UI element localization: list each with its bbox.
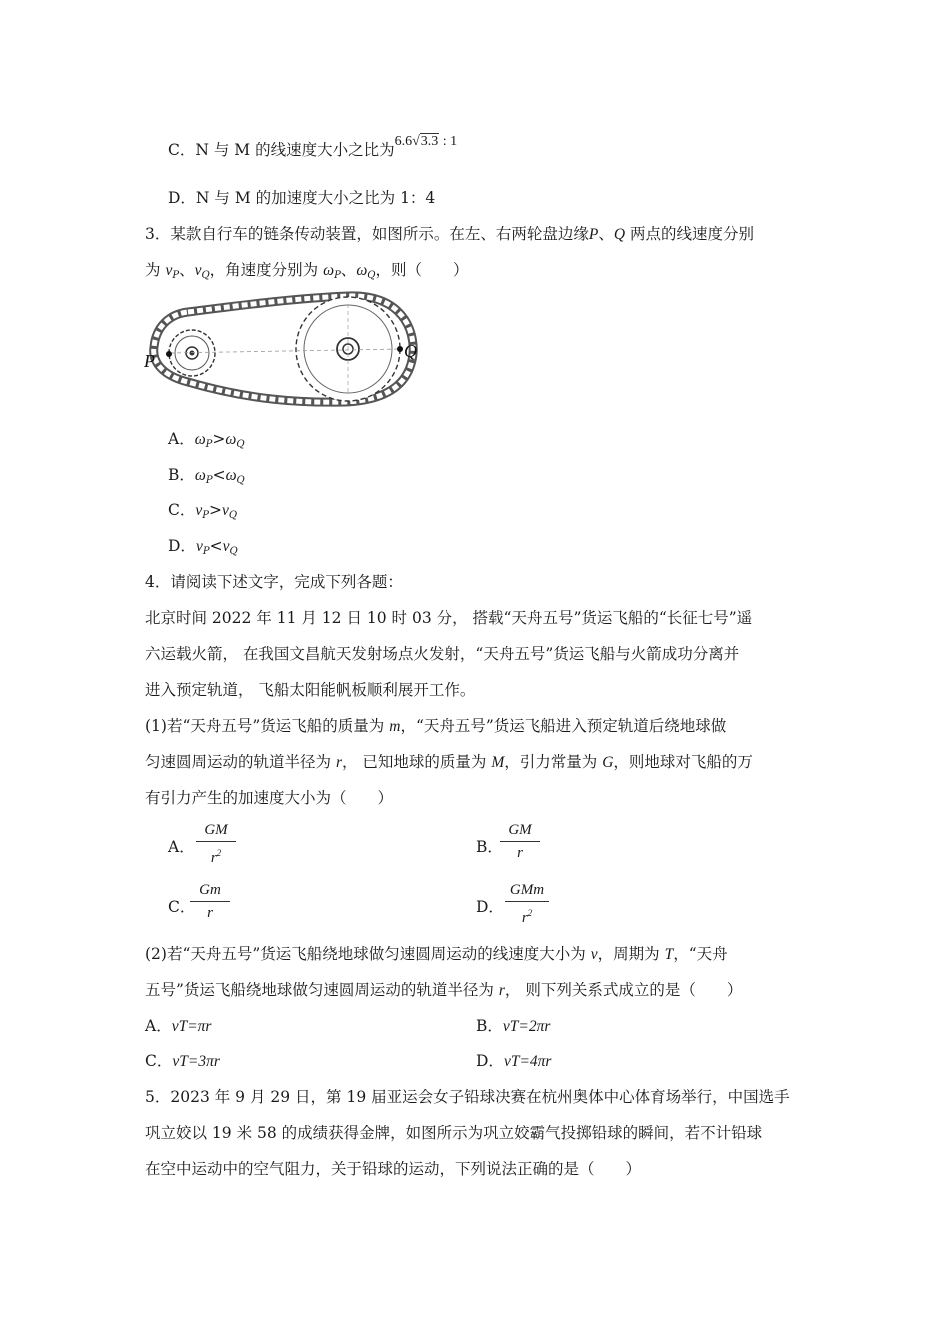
q2-option-d: D．N 与 M 的加速度大小之比为 1：4 — [168, 189, 436, 207]
option-expression: vT=4πr — [503, 1053, 552, 1070]
q3-stem-text: ，则（ ） — [375, 261, 469, 279]
option-expression: vT=πr — [171, 1018, 212, 1035]
fraction-bar — [196, 841, 236, 842]
option-label: B． — [168, 466, 195, 484]
option-label: A． — [168, 430, 195, 448]
symbol-G: G — [602, 754, 614, 771]
q3-stem-line2 — [145, 259, 815, 287]
q5-stem-line3: 在空中运动中的空气阻力，关于铅球的运动，下列说法正确的是（ ） — [145, 1160, 642, 1178]
subscript-q: Q — [229, 546, 238, 557]
q4-para-line1: 北京时间 2022 年 11 月 12 日 10 时 03 分， 搭载“天舟五号”货运飞船的“长征七号”遥 — [145, 609, 753, 627]
symbol-T: T — [664, 946, 674, 963]
symbol-m: m — [389, 718, 401, 735]
subscript-p: P — [205, 439, 213, 450]
q3-stem-text: 为 — [145, 261, 166, 279]
q4-sub2-text: 五号”货运飞船绕地球做匀速圆周运动的轨道半径为 — [145, 981, 499, 999]
option-label: A． — [145, 1017, 172, 1035]
denominator-base: r — [207, 905, 213, 921]
point-q: Q — [613, 226, 626, 243]
option-label: D． — [168, 537, 196, 555]
fraction-bar — [500, 841, 540, 842]
q4-sub1-line1 — [145, 715, 815, 738]
denominator-base: r — [521, 910, 528, 926]
sqrt-coefficient: 6.6 — [394, 134, 413, 149]
subscript-p: P — [334, 270, 341, 281]
q5-stem-line2: 巩立姣以 19 米 58 的成绩获得金牌，如图所示为巩立姣霸气投掷铅球的瞬间，若不计铅球 — [145, 1124, 763, 1142]
label-q: Q — [404, 341, 417, 361]
denominator-base: r — [210, 850, 217, 866]
q3-stem-tail: 两点的线速度分别 — [625, 225, 754, 243]
q3-stem-text: 3．某款自行车的链条传动装置，如图所示。在左、右两轮盘边缘 — [145, 225, 589, 243]
q3-option-b — [168, 464, 838, 492]
option-label: C． — [168, 501, 196, 519]
fraction-numerator: GM — [204, 822, 228, 838]
symbol-v: v — [222, 502, 229, 519]
q4-para-line3: 进入预定轨道， 飞船太阳能帆板顺利展开工作。 — [145, 681, 476, 699]
option-label: B． — [476, 1017, 503, 1035]
subscript-q: Q — [228, 510, 238, 521]
symbol-v: v — [194, 262, 202, 279]
q4-sub1-option-d-label: D． — [476, 898, 504, 916]
symbol-omega: ω — [194, 431, 206, 448]
option-label: D． — [476, 1052, 504, 1070]
relation: < — [209, 537, 223, 555]
symbol-omega: ω — [356, 262, 368, 279]
symbol-omega: ω — [323, 262, 335, 279]
symbol-v: v — [195, 502, 203, 519]
ratio-suffix: : 1 — [442, 134, 458, 149]
option-label: C． — [145, 1052, 173, 1070]
q4-sub1-text: ，则地球对飞船的万 — [613, 753, 753, 771]
denominator-exponent: 2 — [527, 908, 533, 918]
chain-drive-figure — [140, 290, 430, 415]
fraction-numerator: GMm — [509, 882, 545, 898]
fraction-denominator — [194, 843, 238, 868]
separator: 、 — [179, 261, 195, 279]
q2-option-c — [168, 134, 838, 163]
denominator-exponent: 2 — [216, 848, 222, 858]
point-p-marker — [166, 351, 172, 357]
q4-intro: 4．请阅读下述文字，完成下列各题： — [145, 573, 403, 591]
fraction-numerator: GM — [508, 822, 532, 838]
fraction-bar — [190, 901, 230, 902]
subscript-q: Q — [201, 270, 210, 281]
q4-sub2-line1 — [145, 943, 815, 966]
q4-sub1-line2 — [145, 751, 815, 774]
q3-stem-text: ，角速度分别为 — [209, 261, 324, 279]
q4-sub1-option-a-label: A． — [168, 838, 195, 856]
relation: < — [212, 466, 226, 484]
subscript-p: P — [205, 475, 213, 486]
q4-sub2-line2 — [145, 979, 815, 1002]
q2-option-c-expression: 6.6√3.3 : 1 — [394, 134, 458, 149]
symbol-v: v — [590, 946, 598, 963]
q4-sub1-text: (1)若“天舟五号”货运飞船的质量为 — [145, 717, 390, 735]
relation: > — [212, 430, 226, 448]
q4-sub2-text: (2)若“天舟五号”货运飞船绕地球做匀速圆周运动的线速度大小为 — [145, 945, 591, 963]
symbol-omega: ω — [194, 467, 206, 484]
option-expression: vT=2πr — [502, 1018, 551, 1035]
q3-option-c — [168, 499, 838, 527]
symbol-r: r — [498, 982, 505, 999]
q4-sub1-text: ，“天舟五号”货运飞船进入预定轨道后绕地球做 — [400, 717, 727, 735]
q2-option-c-text: C．N 与 M 的线速度大小之比为 — [168, 141, 395, 159]
q4-sub1-option-a-fraction — [194, 820, 238, 868]
subscript-q: Q — [236, 439, 245, 450]
q4-sub1-text: 匀速圆周运动的轨道半径为 — [145, 753, 336, 771]
subscript-q: Q — [236, 475, 245, 486]
label-p: P — [144, 351, 155, 371]
q3-stem-line1 — [145, 223, 815, 246]
q4-sub1-line3: 有引力产生的加速度大小为（ ） — [145, 789, 394, 807]
relation: > — [209, 501, 222, 519]
symbol-M: M — [491, 754, 505, 771]
q3-option-a — [168, 428, 838, 456]
point-q-marker — [397, 346, 403, 352]
symbol-v: v — [195, 538, 203, 555]
option-expression: vT=3πr — [172, 1053, 220, 1070]
symbol-v: v — [222, 538, 230, 555]
q3-option-d — [168, 535, 838, 563]
fraction-denominator — [498, 843, 542, 863]
fraction-denominator — [503, 903, 551, 928]
q5-stem-line1: 5．2023 年 9 月 29 日，第 19 届亚运会女子铅球决赛在杭州奥体中心体育场举行，中国选手 — [145, 1088, 790, 1106]
separator: 、 — [340, 261, 357, 279]
fraction-numerator: Gm — [199, 882, 221, 898]
subscript-q: Q — [367, 270, 376, 281]
separator: 、 — [598, 225, 614, 243]
symbol-omega: ω — [225, 431, 237, 448]
fraction-bar — [505, 901, 549, 902]
q4-sub1-option-b-label: B． — [476, 838, 503, 856]
subscript-p: P — [202, 546, 210, 557]
subscript-p: P — [172, 270, 180, 281]
q4-sub1-option-b-fraction — [498, 820, 542, 863]
symbol-r: r — [335, 754, 342, 771]
q4-sub1-text: ， 已知地球的质量为 — [341, 753, 492, 771]
q4-sub2-option-b — [476, 1015, 950, 1038]
q4-sub2-option-d — [476, 1050, 950, 1073]
q4-sub1-option-c-label: C． — [168, 898, 196, 916]
q4-sub1-text: ，引力常量为 — [504, 753, 603, 771]
fraction-denominator — [188, 903, 232, 923]
q4-sub1-option-d-fraction — [503, 880, 551, 928]
symbol-v: v — [165, 262, 173, 279]
symbol-omega: ω — [225, 467, 237, 484]
q4-sub2-text: ，“天舟 — [673, 945, 728, 963]
q4-sub2-text: ， 则下列关系式成立的是（ ） — [504, 981, 743, 999]
q4-sub1-option-c-fraction — [188, 880, 232, 923]
point-p: P — [588, 226, 599, 243]
q4-sub2-text: ，周期为 — [597, 945, 665, 963]
denominator-base: r — [517, 845, 523, 861]
sqrt-radicand: 3.3 — [420, 134, 439, 149]
subscript-p: P — [202, 510, 209, 521]
q4-para-line2: 六运载火箭， 在我国文昌航天发射场点火发射，“天舟五号”货运飞船与火箭成功分离并 — [145, 645, 740, 663]
